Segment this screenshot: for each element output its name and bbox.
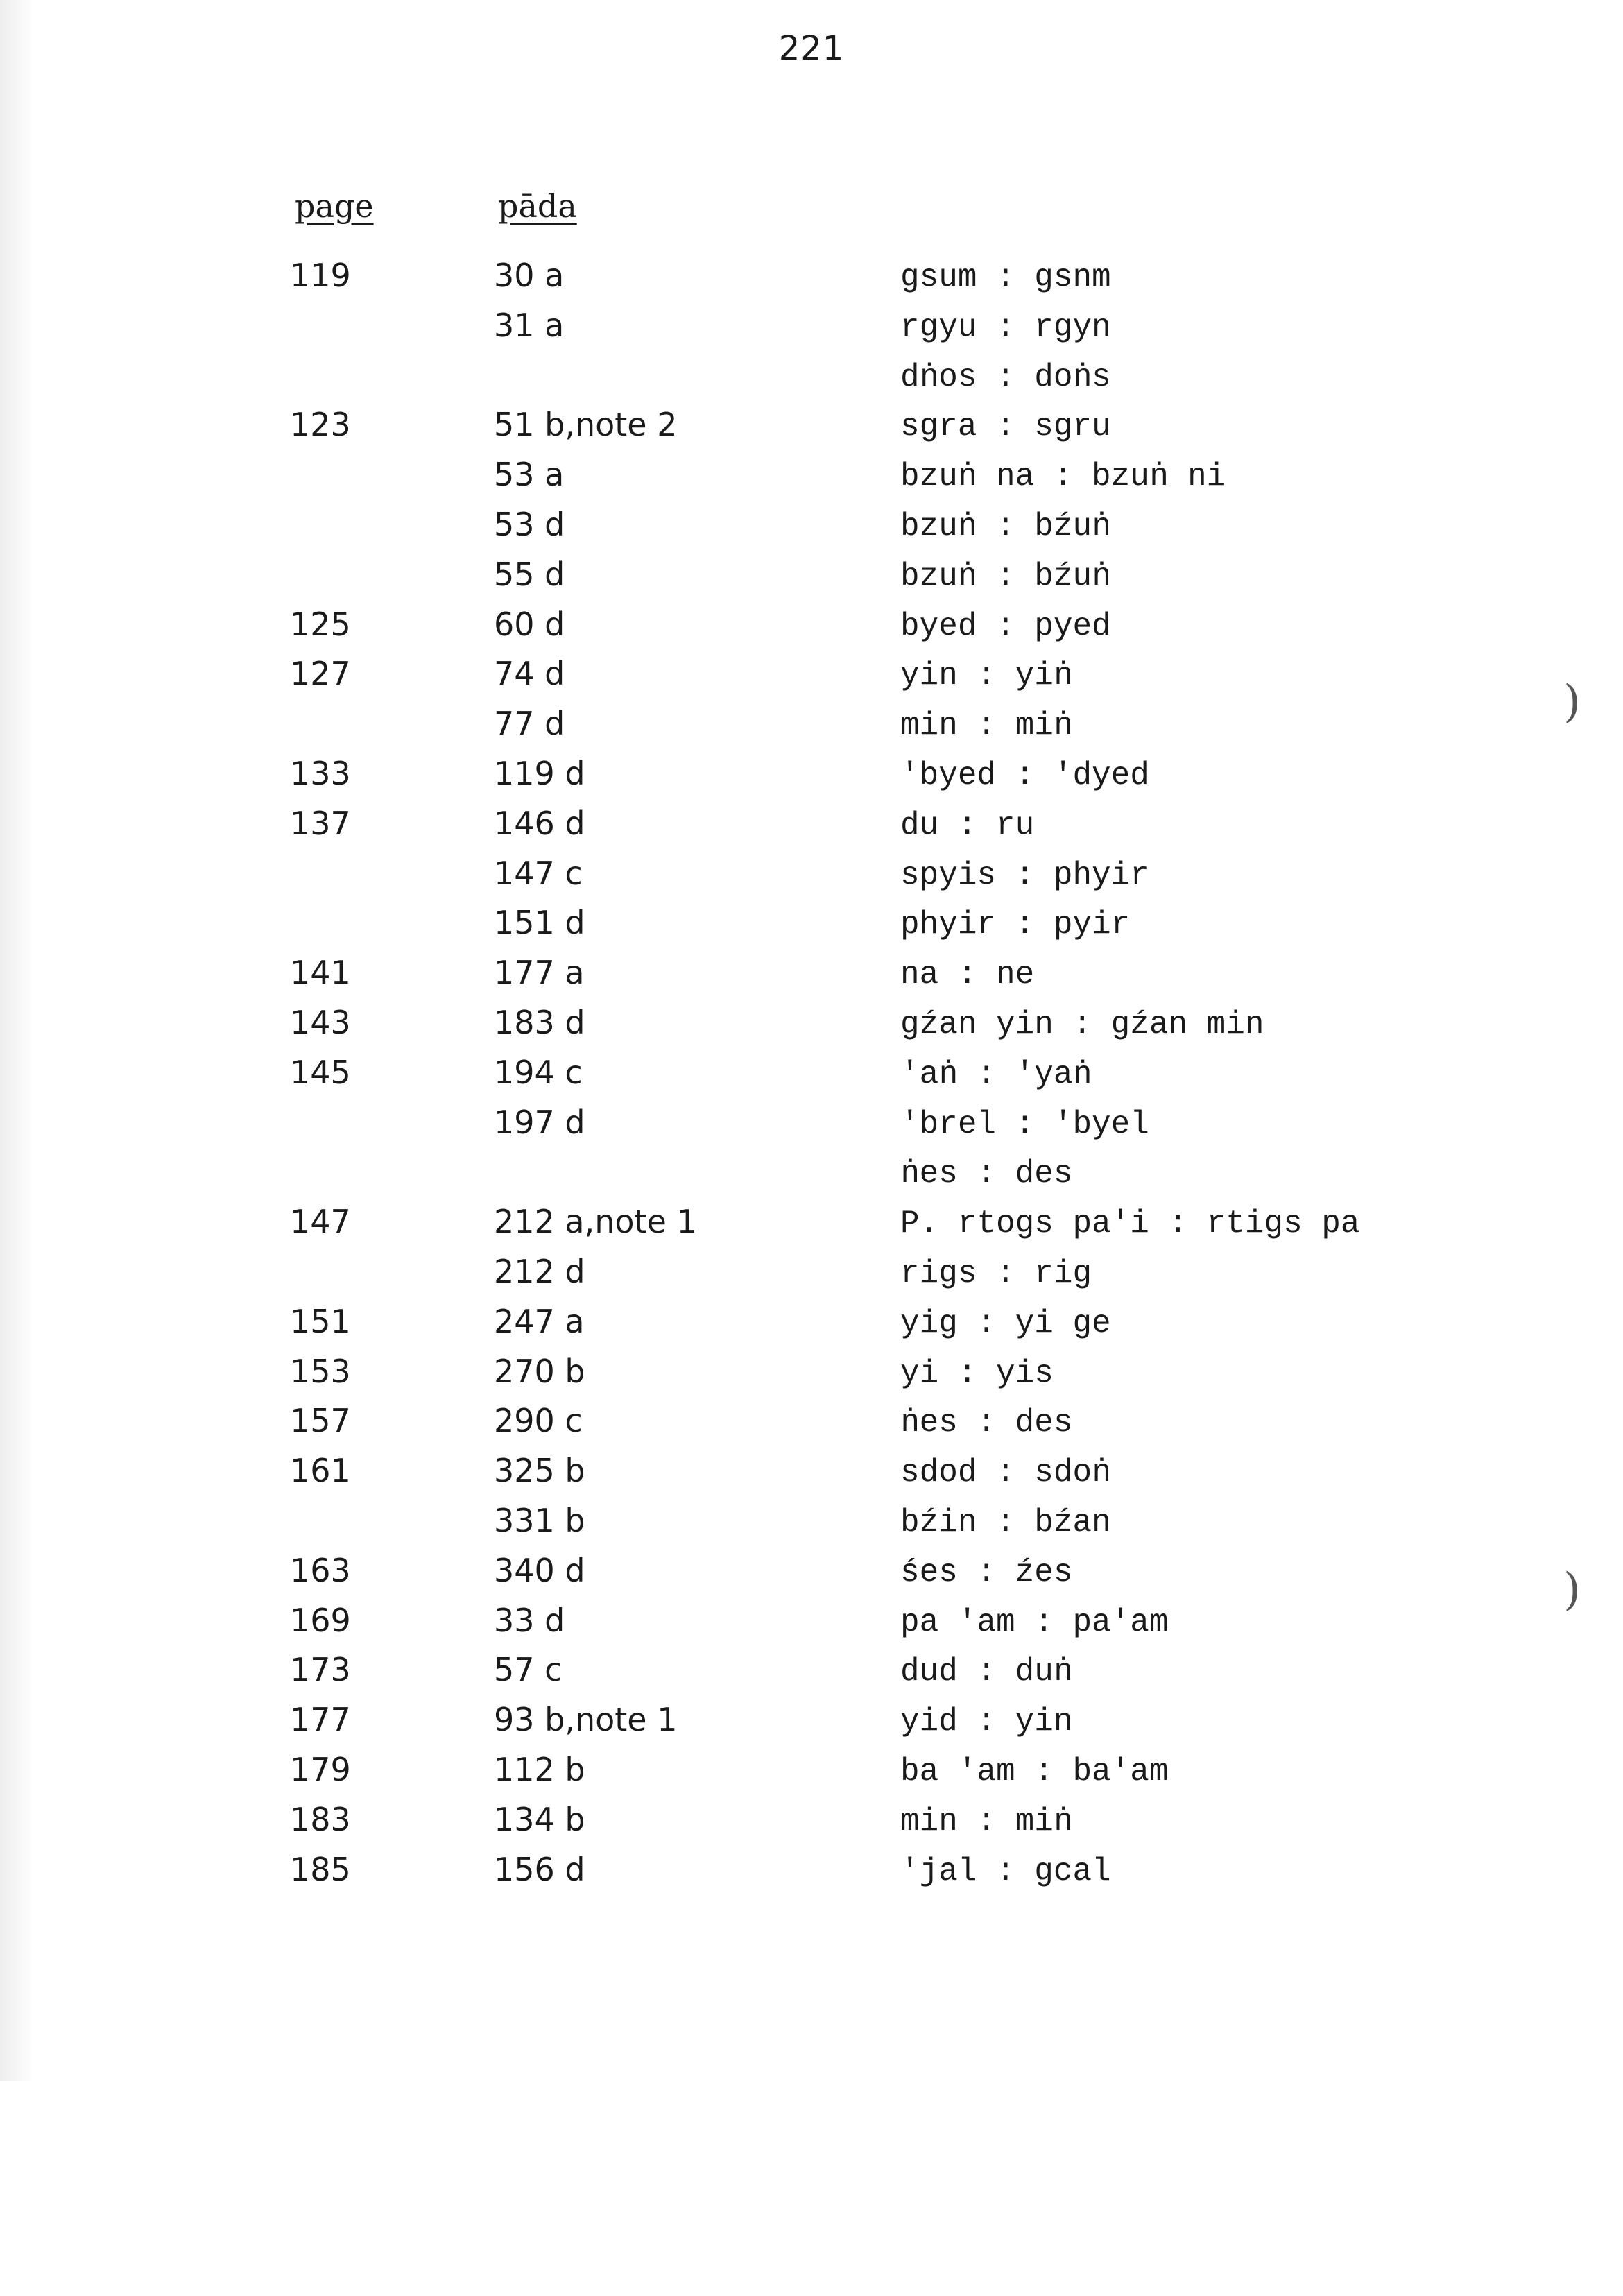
- reading-cell: gsum : gsnm: [900, 259, 1111, 295]
- reading-cell: bzuṅ : bźuṅ: [900, 558, 1111, 594]
- pada-cell: 183 d: [494, 1003, 585, 1041]
- page-cell: 173: [290, 1651, 351, 1689]
- table-row: [0, 1502, 1623, 1552]
- page-cell: 141: [290, 954, 351, 992]
- page-cell: 151: [290, 1302, 351, 1340]
- reading-cell: pa 'am : pa'am: [900, 1604, 1169, 1640]
- reading-cell: bźin : bźan: [900, 1504, 1111, 1541]
- table-row: [0, 1203, 1623, 1253]
- margin-bracket-mark: ): [1563, 1564, 1581, 1616]
- pada-cell: 93 b,note 1: [494, 1701, 678, 1739]
- reading-cell: 'jal : gcal: [900, 1853, 1111, 1890]
- reading-cell: yid : yin: [900, 1704, 1073, 1740]
- table-row: [0, 606, 1623, 656]
- pada-cell: 340 d: [494, 1551, 585, 1589]
- pada-cell: 53 d: [494, 505, 565, 543]
- reading-cell: yig : yi ge: [900, 1305, 1111, 1342]
- pada-cell: 212 d: [494, 1252, 585, 1290]
- pada-cell: 212 a,note 1: [494, 1203, 697, 1241]
- pada-cell: 119 d: [494, 754, 585, 792]
- table-row: [0, 855, 1623, 905]
- pada-cell: 156 d: [494, 1850, 585, 1888]
- pada-cell: 31 a: [494, 306, 565, 344]
- reading-cell: śes : źes: [900, 1554, 1073, 1591]
- pada-cell: 270 b: [494, 1352, 585, 1390]
- reading-cell: rgyu : rgyn: [900, 309, 1111, 345]
- page-cell: 179: [290, 1750, 351, 1788]
- pada-cell: 290 c: [494, 1402, 583, 1440]
- reading-cell: min : miṅ: [900, 1803, 1073, 1840]
- page-cell: 153: [290, 1352, 351, 1390]
- table-row: [0, 1651, 1623, 1701]
- pada-cell: 30 a: [494, 257, 565, 294]
- page-cell: 161: [290, 1452, 351, 1490]
- pada-cell: 146 d: [494, 804, 585, 842]
- column-header-pada: pāda: [498, 187, 577, 225]
- table-row: [0, 1303, 1623, 1353]
- table-row: [0, 954, 1623, 1004]
- table-row: [0, 1253, 1623, 1303]
- reading-cell: sgra : sgru: [900, 409, 1111, 445]
- page-cell: 143: [290, 1003, 351, 1041]
- reading-cell: 'aṅ : 'yaṅ: [900, 1056, 1092, 1093]
- table-row: [0, 1402, 1623, 1452]
- pada-cell: 325 b: [494, 1452, 585, 1490]
- pada-cell: 197 d: [494, 1103, 585, 1141]
- reading-cell: rigs : rig: [900, 1255, 1092, 1292]
- table-row: [0, 1452, 1623, 1502]
- page-cell: 119: [290, 257, 351, 294]
- pada-cell: 57 c: [494, 1651, 563, 1689]
- table-row: [0, 456, 1623, 506]
- reading-cell: ṅes : des: [900, 1405, 1073, 1441]
- reading-cell: bzuṅ : bźuṅ: [900, 508, 1111, 545]
- table-row: [0, 506, 1623, 556]
- pada-cell: 331 b: [494, 1501, 585, 1539]
- table-row: [0, 904, 1623, 954]
- table-row: [0, 1353, 1623, 1403]
- page-cell: 125: [290, 605, 351, 643]
- pada-cell: 177 a: [494, 954, 585, 992]
- pada-cell: 55 d: [494, 555, 565, 593]
- reading-cell: spyis : phyir: [900, 857, 1149, 893]
- reading-cell: bzuṅ na : bzuṅ ni: [900, 459, 1226, 495]
- reading-cell: min : miṅ: [900, 708, 1073, 744]
- page-cell: 123: [290, 406, 351, 444]
- table-row: [0, 755, 1623, 805]
- reading-cell: 'brel : 'byel: [900, 1106, 1149, 1142]
- table-row: [0, 1701, 1623, 1751]
- table-row: [0, 1153, 1623, 1203]
- pada-cell: 112 b: [494, 1750, 585, 1788]
- page-cell: 137: [290, 804, 351, 842]
- pada-cell: 77 d: [494, 705, 565, 743]
- page-cell: 145: [290, 1053, 351, 1091]
- table-row: [0, 556, 1623, 606]
- reading-cell: dṅos : doṅs: [900, 359, 1111, 395]
- reading-cell: phyir : pyir: [900, 907, 1131, 943]
- page-number: 221: [778, 29, 845, 68]
- reading-cell: dud : duṅ: [900, 1654, 1073, 1690]
- table-row: [0, 1552, 1623, 1602]
- table-row: [0, 655, 1623, 705]
- page-cell: 163: [290, 1551, 351, 1589]
- table-row: [0, 257, 1623, 307]
- table-row: [0, 406, 1623, 456]
- table-row: [0, 1602, 1623, 1652]
- page-cell: 157: [290, 1402, 351, 1440]
- page-cell: 127: [290, 655, 351, 693]
- reading-cell: yi : yis: [900, 1355, 1054, 1391]
- page-cell: 133: [290, 754, 351, 792]
- table-row: [0, 307, 1623, 357]
- table-row: [0, 1004, 1623, 1054]
- table-row: [0, 1801, 1623, 1851]
- reading-cell: ba 'am : ba'am: [900, 1753, 1169, 1790]
- reading-cell: ṅes : des: [900, 1156, 1073, 1192]
- page-cell: 185: [290, 1850, 351, 1888]
- reading-cell: na : ne: [900, 957, 1035, 993]
- pada-cell: 247 a: [494, 1302, 585, 1340]
- reading-cell: gźan yin : gźan min: [900, 1006, 1264, 1043]
- table-row: [0, 1751, 1623, 1801]
- table-row: [0, 805, 1623, 855]
- pada-cell: 60 d: [494, 605, 565, 643]
- page-cell: 183: [290, 1800, 351, 1838]
- table-row: [0, 1851, 1623, 1901]
- table-row: [0, 705, 1623, 755]
- page-cell: 177: [290, 1701, 351, 1739]
- page-cell: 169: [290, 1601, 351, 1639]
- table-row: [0, 1054, 1623, 1104]
- pada-cell: 74 d: [494, 655, 565, 693]
- pada-cell: 147 c: [494, 854, 583, 892]
- pada-cell: 151 d: [494, 904, 585, 942]
- pada-cell: 134 b: [494, 1800, 585, 1838]
- reading-cell: P. rtogs pa'i : rtigs pa: [900, 1206, 1360, 1242]
- pada-cell: 33 d: [494, 1601, 565, 1639]
- reading-cell: 'byed : 'dyed: [900, 757, 1149, 794]
- reading-cell: yin : yiṅ: [900, 658, 1073, 694]
- reading-cell: byed : pyed: [900, 608, 1111, 644]
- variant-readings-table: [0, 257, 1623, 1900]
- pada-cell: 53 a: [494, 456, 565, 494]
- page-cell: 147: [290, 1203, 351, 1241]
- pada-cell: 194 c: [494, 1053, 583, 1091]
- column-header-page: page: [295, 187, 374, 225]
- table-row: [0, 357, 1623, 406]
- reading-cell: du : ru: [900, 807, 1035, 843]
- table-row: [0, 1104, 1623, 1154]
- margin-bracket-mark: ): [1563, 676, 1581, 728]
- pada-cell: 51 b,note 2: [494, 406, 678, 444]
- reading-cell: sdod : sdoṅ: [900, 1455, 1111, 1491]
